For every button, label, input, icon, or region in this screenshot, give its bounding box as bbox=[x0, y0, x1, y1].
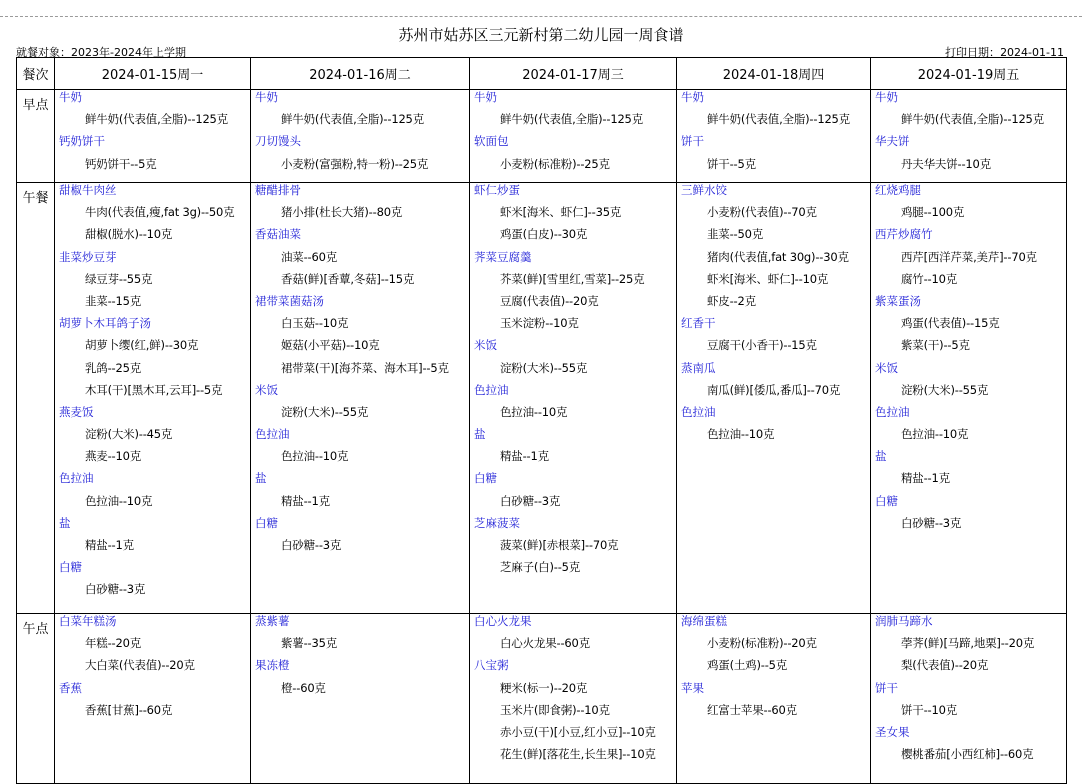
dish-name: 色拉油 bbox=[59, 471, 94, 486]
dish-name: 牛奶 bbox=[59, 90, 82, 104]
dish-name: 紫菜蛋汤 bbox=[875, 293, 921, 308]
dish-name: 钙奶饼干 bbox=[59, 134, 105, 149]
menu-cell bbox=[470, 183, 677, 614]
menu-cell bbox=[871, 90, 1067, 183]
dish-name: 牛奶 bbox=[474, 90, 497, 104]
menu-cell bbox=[251, 90, 470, 183]
menu-cell-content bbox=[55, 614, 250, 726]
ingredient-item: 淀粉(大米)--55克 bbox=[901, 382, 989, 397]
dish-name: 胡萝卜木耳鸽子汤 bbox=[59, 316, 151, 331]
dish-name: 牛奶 bbox=[255, 90, 278, 104]
dish-name: 色拉油 bbox=[255, 427, 290, 442]
dish-name: 软面包 bbox=[474, 134, 509, 149]
dish-name: 虾仁炒蛋 bbox=[474, 183, 520, 197]
ingredient-item: 花生(鲜)[落花生,长生果]--10克 bbox=[500, 747, 656, 762]
dish-name: 盐 bbox=[59, 515, 71, 530]
ingredient-item: 菠菜(鲜)[赤根菜]--70克 bbox=[500, 538, 619, 552]
ingredient-item: 虾米[海米、虾仁]--35克 bbox=[500, 205, 622, 220]
ingredient-item: 淀粉(大米)--55克 bbox=[281, 404, 369, 419]
dish-name: 红香干 bbox=[681, 316, 716, 331]
meal-header: 餐次 bbox=[17, 58, 55, 90]
dish-name: 果冻橙 bbox=[255, 658, 290, 673]
menu-cell-content bbox=[55, 183, 250, 606]
menu-cell-content bbox=[251, 183, 469, 561]
dish-name: 芝麻菠菜 bbox=[474, 515, 520, 530]
ingredient-item: 荸荠(鲜)[马蹄,地栗]--20克 bbox=[901, 636, 1035, 651]
menu-cell bbox=[55, 183, 251, 614]
dish-name: 糖醋排骨 bbox=[255, 183, 301, 197]
ingredient-item: 色拉油--10克 bbox=[500, 404, 568, 419]
ingredient-item: 鲜牛奶(代表值,全脂)--125克 bbox=[85, 112, 228, 127]
weekly-menu-table bbox=[16, 57, 1067, 784]
menu-cell-content bbox=[251, 90, 469, 180]
ingredient-item: 白砂糖--3克 bbox=[901, 515, 962, 530]
ingredient-item: 小麦粉(标准粉)--25克 bbox=[500, 156, 610, 171]
dish-name: 盐 bbox=[474, 427, 486, 442]
menu-cell bbox=[677, 183, 871, 614]
ingredient-item: 牛肉(代表值,瘦,fat 3g)--50克 bbox=[85, 205, 235, 220]
ingredient-item: 鲜牛奶(代表值,全脂)--125克 bbox=[500, 112, 643, 127]
dish-name: 刀切馒头 bbox=[255, 134, 301, 149]
ingredient-item: 淀粉(大米)--45克 bbox=[85, 427, 173, 442]
ingredient-item: 木耳(干)[黑木耳,云耳]--5克 bbox=[85, 382, 223, 397]
ingredient-item: 紫薯--35克 bbox=[281, 636, 338, 651]
ingredient-item: 白砂糖--3克 bbox=[281, 538, 342, 552]
menu-cell-content bbox=[251, 614, 469, 704]
menu-cell-content bbox=[470, 614, 676, 770]
ingredient-item: 红富士苹果--60克 bbox=[707, 702, 797, 717]
menu-cell-content bbox=[470, 183, 676, 583]
menu-cell bbox=[251, 183, 470, 614]
ingredient-item: 甜椒(脱水)--10克 bbox=[85, 227, 173, 242]
ingredient-item: 鸡蛋(代表值)--15克 bbox=[901, 316, 1000, 331]
menu-cell bbox=[470, 90, 677, 183]
ingredient-item: 鸡腿--100克 bbox=[901, 205, 965, 220]
dish-name: 盐 bbox=[255, 471, 267, 486]
ingredient-item: 色拉油--10克 bbox=[901, 427, 969, 442]
menu-cell bbox=[871, 614, 1067, 784]
ingredient-item: 猪肉(代表值,fat 30g)--30克 bbox=[707, 249, 849, 264]
meal-label: 午餐 bbox=[17, 183, 55, 614]
meal-row-lunch bbox=[17, 183, 1067, 614]
dish-name: 裙带菜菌菇汤 bbox=[255, 293, 324, 308]
meal-label: 午点 bbox=[17, 614, 55, 784]
ingredient-item: 猪小排(杜长大猪)--80克 bbox=[281, 205, 403, 220]
dish-name: 白糖 bbox=[875, 493, 898, 508]
ingredient-item: 白心火龙果--60克 bbox=[500, 636, 590, 651]
ingredient-item: 精盐--1克 bbox=[901, 471, 950, 486]
ingredient-item: 小麦粉(标准粉)--20克 bbox=[707, 636, 817, 651]
menu-cell-content bbox=[470, 90, 676, 180]
menu-cell bbox=[677, 614, 871, 784]
menu-cell-content bbox=[871, 183, 1066, 539]
menu-cell-content bbox=[677, 90, 870, 180]
ingredient-item: 虾米[海米、虾仁]--10克 bbox=[707, 271, 829, 286]
dish-name: 燕麦饭 bbox=[59, 404, 94, 419]
ingredient-item: 鸡蛋(土鸡)--5克 bbox=[707, 658, 788, 673]
ingredient-item: 芝麻子(白)--5克 bbox=[500, 560, 581, 575]
dish-name: 圣女果 bbox=[875, 724, 910, 739]
ingredient-item: 大白菜(代表值)--20克 bbox=[85, 658, 195, 673]
dish-name: 香菇油菜 bbox=[255, 227, 301, 242]
day-header: 2024-01-17周三 bbox=[470, 58, 677, 90]
day-header: 2024-01-16周二 bbox=[251, 58, 470, 90]
ingredient-item: 芥菜(鲜)[雪里红,雪菜]--25克 bbox=[500, 271, 645, 286]
header-row bbox=[17, 58, 1067, 90]
dish-name: 米饭 bbox=[474, 338, 497, 353]
dish-name: 荠菜豆腐羹 bbox=[474, 249, 532, 264]
ingredient-item: 油菜--60克 bbox=[281, 249, 338, 264]
dish-name: 色拉油 bbox=[681, 404, 716, 419]
menu-cell-content bbox=[871, 614, 1066, 770]
ingredient-item: 韭菜--50克 bbox=[707, 227, 764, 242]
menu-cell-content bbox=[677, 183, 870, 450]
dish-name: 牛奶 bbox=[681, 90, 704, 104]
ingredient-item: 小麦粉(富强粉,特一粉)--25克 bbox=[281, 156, 429, 171]
menu-cell-content bbox=[55, 90, 250, 180]
ingredient-item: 乳鸽--25克 bbox=[85, 360, 142, 375]
dish-name: 盐 bbox=[875, 449, 887, 464]
ingredient-item: 香菇(鲜)[香蕈,冬菇]--15克 bbox=[281, 271, 415, 286]
ingredient-item: 裙带菜(干)[海芥菜、海木耳]--5克 bbox=[281, 360, 449, 375]
ingredient-item: 粳米(标一)--20克 bbox=[500, 680, 588, 695]
dish-name: 海绵蛋糕 bbox=[681, 614, 727, 628]
ingredient-item: 西芹[西洋芹菜,美芹]--70克 bbox=[901, 249, 1037, 264]
dish-name: 西芹炒腐竹 bbox=[875, 227, 933, 242]
menu-cell bbox=[871, 183, 1067, 614]
dish-name: 蒸南瓜 bbox=[681, 360, 716, 375]
day-header: 2024-01-15周一 bbox=[55, 58, 251, 90]
dining-target-value: 2023年-2024年上学期 bbox=[71, 46, 186, 59]
ingredient-item: 鲜牛奶(代表值,全脂)--125克 bbox=[707, 112, 850, 127]
ingredient-item: 年糕--20克 bbox=[85, 636, 142, 651]
ingredient-item: 钙奶饼干--5克 bbox=[85, 156, 157, 171]
dish-name: 白糖 bbox=[255, 515, 278, 530]
dish-name: 白心火龙果 bbox=[474, 614, 532, 628]
dish-name: 色拉油 bbox=[474, 382, 509, 397]
ingredient-item: 玉米淀粉--10克 bbox=[500, 316, 579, 331]
print-date-value: 2024-01-11 bbox=[1000, 46, 1064, 59]
dish-name: 华夫饼 bbox=[875, 134, 910, 149]
ingredient-item: 赤小豆(干)[小豆,红小豆]--10克 bbox=[500, 724, 656, 739]
menu-cell bbox=[251, 614, 470, 784]
ingredient-item: 紫菜(干)--5克 bbox=[901, 338, 970, 353]
ingredient-item: 玉米片(即食粥)--10克 bbox=[500, 702, 610, 717]
ingredient-item: 胡萝卜缨(红,鲜)--30克 bbox=[85, 338, 199, 353]
dish-name: 润肺马蹄水 bbox=[875, 614, 933, 628]
ingredient-item: 燕麦--10克 bbox=[85, 449, 142, 464]
day-header: 2024-01-19周五 bbox=[871, 58, 1067, 90]
dish-name: 饼干 bbox=[875, 680, 898, 695]
ingredient-item: 精盐--1克 bbox=[281, 493, 330, 508]
print-date-label: 打印日期： bbox=[945, 46, 1001, 59]
dish-name: 白菜年糕汤 bbox=[59, 614, 117, 628]
ingredient-item: 姬菇(小平菇)--10克 bbox=[281, 338, 380, 353]
menu-cell bbox=[470, 614, 677, 784]
dish-name: 牛奶 bbox=[875, 90, 898, 104]
dish-name: 红烧鸡腿 bbox=[875, 183, 921, 197]
ingredient-item: 鸡蛋(白皮)--30克 bbox=[500, 227, 588, 242]
dish-name: 米饭 bbox=[875, 360, 898, 375]
dish-name: 苹果 bbox=[681, 680, 704, 695]
ingredient-item: 色拉油--10克 bbox=[281, 449, 349, 464]
dish-name: 白糖 bbox=[59, 560, 82, 575]
dish-name: 香蕉 bbox=[59, 680, 82, 695]
day-header: 2024-01-18周四 bbox=[677, 58, 871, 90]
dish-name: 八宝粥 bbox=[474, 658, 509, 673]
dish-name: 色拉油 bbox=[875, 404, 910, 419]
ingredient-item: 小麦粉(代表值)--70克 bbox=[707, 205, 817, 220]
ingredient-item: 豆腐干(小香干)--15克 bbox=[707, 338, 817, 353]
meal-label: 早点 bbox=[17, 90, 55, 183]
dish-name: 白糖 bbox=[474, 471, 497, 486]
ingredient-item: 精盐--1克 bbox=[85, 538, 134, 552]
meal-row-breakfast bbox=[17, 90, 1067, 183]
menu-cell bbox=[677, 90, 871, 183]
dish-name: 米饭 bbox=[255, 382, 278, 397]
ingredient-item: 虾皮--2克 bbox=[707, 293, 756, 308]
ingredient-item: 白砂糖--3克 bbox=[85, 582, 146, 597]
ingredient-item: 白砂糖--3克 bbox=[500, 493, 561, 508]
ingredient-item: 白玉菇--10克 bbox=[281, 316, 349, 331]
ingredient-item: 色拉油--10克 bbox=[85, 493, 153, 508]
menu-cell bbox=[55, 614, 251, 784]
menu-cell-content bbox=[677, 614, 870, 726]
ingredient-item: 腐竹--10克 bbox=[901, 271, 958, 286]
dish-name: 甜椒牛肉丝 bbox=[59, 183, 117, 197]
dining-target-label: 就餐对象： bbox=[16, 46, 71, 59]
ingredient-item: 丹夫华夫饼--10克 bbox=[901, 156, 991, 171]
ingredient-item: 梨(代表值)--20克 bbox=[901, 658, 989, 673]
ingredient-item: 橙--60克 bbox=[281, 680, 326, 695]
ingredient-item: 色拉油--10克 bbox=[707, 427, 775, 442]
menu-cell-content bbox=[871, 90, 1066, 180]
ingredient-item: 樱桃番茄[小西红柿]--60克 bbox=[901, 747, 1034, 762]
dish-name: 饼干 bbox=[681, 134, 704, 149]
meal-row-afternoon-snack bbox=[17, 614, 1067, 784]
dish-name: 蒸紫薯 bbox=[255, 614, 290, 628]
page-title: 苏州市姑苏区三元新村第二幼儿园一周食谱 bbox=[398, 26, 684, 44]
page-top-divider bbox=[0, 16, 1082, 17]
ingredient-item: 豆腐(代表值)--20克 bbox=[500, 293, 599, 308]
dish-name: 三鲜水饺 bbox=[681, 183, 727, 197]
ingredient-item: 香蕉[甘蕉]--60克 bbox=[85, 702, 173, 717]
ingredient-item: 韭菜--15克 bbox=[85, 293, 142, 308]
ingredient-item: 绿豆芽--55克 bbox=[85, 271, 153, 286]
dish-name: 韭菜炒豆芽 bbox=[59, 249, 117, 264]
ingredient-item: 精盐--1克 bbox=[500, 449, 549, 464]
ingredient-item: 饼干--10克 bbox=[901, 702, 958, 717]
ingredient-item: 南瓜(鲜)[倭瓜,番瓜]--70克 bbox=[707, 382, 841, 397]
ingredient-item: 饼干--5克 bbox=[707, 156, 756, 171]
ingredient-item: 鲜牛奶(代表值,全脂)--125克 bbox=[901, 112, 1044, 127]
ingredient-item: 淀粉(大米)--55克 bbox=[500, 360, 588, 375]
ingredient-item: 鲜牛奶(代表值,全脂)--125克 bbox=[281, 112, 424, 127]
menu-cell bbox=[55, 90, 251, 183]
